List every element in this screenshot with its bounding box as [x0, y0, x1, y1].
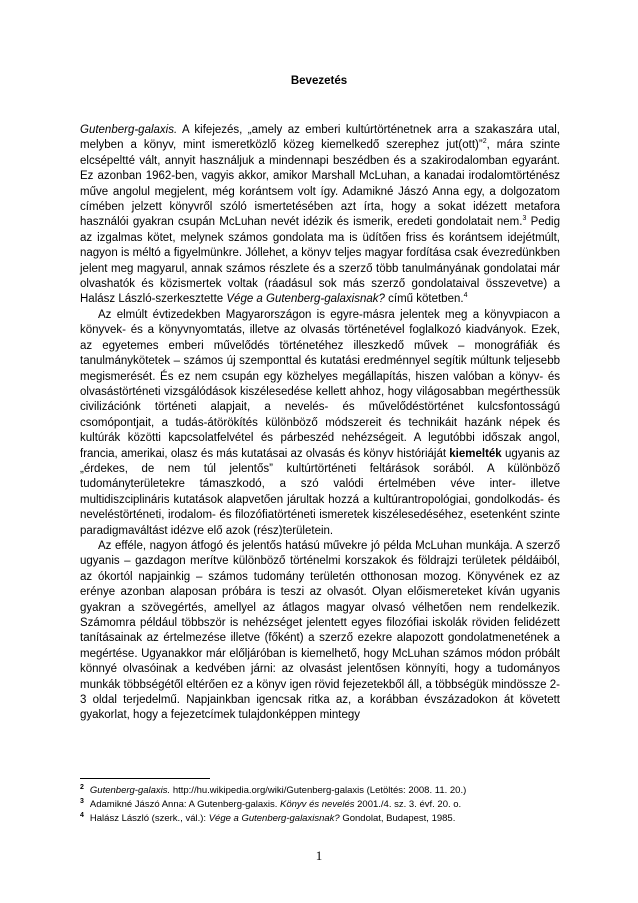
paragraph-1: Gutenberg-galaxis. A kifejezés, „amely az emberi kultúrtörténetnek arra a szakaszára utal, melyben a könyv, mint ismeretközlő közeg kiemelkedő szerephez jut(ott)”$^2$, mára szinte elcsépeltté vált, annyit használjuk a mindennapi beszédben és a szakirodalomban egyaránt. Ez azonban 1962-ben, vagyis akkor, amikor Marshall McLuhan, a kanadai irodalomtörténész műve angolul megjelent, még korántsem volt így. Adamikné Jászó Anna egy, a dolgozatom címében jelzett könyvről szóló ismertetésében azt írta, hogy a sokat idézett metafora használói gyakran csupán McLuhan nevét idézik és ismerik, eredeti gondolatait nem.$^3$ Pedig az izgalmas kötet, melynek számos gondolata ma is üdítően friss és korántsem idejétmúlt, nagyon is méltó a figyelmünkre. Jóllehet, a könyv teljes magyar fordítása csak évezredünkben jelent meg magyarul, annak számos részlete és a szerző több tanulmányának gondolatai már olvashatók és közismertek voltak (ráadásul sok más szerző gondolataival összevetve) a Halász László-szerkesztette Vége a Gutenberg-galaxisnak? című kötetben.$^4$	[80, 124, 561, 306]
footnote-2: $^2$ Gutenberg-galaxis. http://hu.wikipedia.org/wiki/Gutenberg-galaxis (Letöltés: 2008. 11. 20.)	[80, 783, 467, 796]
footnote-ref-4[interactable]: 4	[463, 292, 468, 300]
paragraph-3: Az efféle, nagyon átfogó és jelentős hatású művekre jó példa McLuhan munkája. A szerző ugyanis – gazdagon merítve különböző történelmi korszakok és földrajzi területek példáiból, az ókortól napjainkig – számos tudomány területén otthonosan mozog. Könyvének ez az erénye azonban alaposan próbára is teszi az olvasót. Olyan előismereteket kíván ugyanis gyakran a szövegértés, amellyel az átlagos magyar olvasó vélhetően nem rendelkezik. Számomra például többször is nehézséget jelentett egyes filozófiai iskolák röviden felidézett tanításainak az értelmezése illetve (főként) a szerző ezekre alapozott gondolatmenetének a megértése. Ugyanakkor már előljáróban is kiemelhető, hogy McLuhan számos módon próbált könnyé olvasóinak a kedvében járni: az olvasást jelentősen könnyíti, hogy a tudományos munkák többségétől eltérően ez a könyv igen rövid fejezetekből áll, a többségük mindössze 2-3 oldal terjedelmű. Napjainkban igencsak ritka az, a korábban évszázadokon át követett gyakorlat, hogy a fejezetcímek tulajdonképpen mintegy	[80, 539, 560, 722]
footnote-4: $^4$ Halász László (szerk., vál.): Vége a Gutenberg-galaxisnak? Gondolat, Budapest, 1985.	[80, 811, 456, 824]
paragraph-2: Az elmúlt évtizedekben Magyarországon is egyre-másra jelentek meg a könyvpiacon a könyvek- és a könyvnyomtatás, illetve az olvasás történetével foglalkozó kiadványok. Ezek, az egyetemes emberi művelődés történetéhez illeszkedő művek – monográfiák és tanulmánykötetek – számos új szemponttal és kutatási eredménnyel segítik múltunk teljesebb megismerését. És ez nem csupán egy közhelyes megállapítás, hiszen valóban a könyv- és olvasástörténeti vizsgálódások kiszélesedése kellett ahhoz, hogy világosabban megérthessük civilizációnk történeti alapjait, a nevelés- és művelődéstörténet kulcsfontosságú csomópontjait, a tudás-átörökítés különböző módszereit és technikáit hazánk népek és kultúrák közötti kapcsolatfelvétel és párbeszéd nehézségeit. A legutóbbi időszak angol, francia, amerikai, olasz és más kutatásai az olvasás és könyv históriáját kiemelték ugyanis az „érdekes, de nem túl jelentős” kultúrtörténeti feltárások sorából. A különböző tudományterületekre támaszkodó, a szó valódi értelmében véve inter- illetve multidiszciplináris kutatások alapvetően járultak hozzá a kultúrantropológiai, gondolkodás- és neveléstörténeti, irodalom- és filozófiatörténeti ismeretek kiszélesedéséhez, esetenként szinte paradigmaváltást idézve elő azok (rész)területein.	[80, 308, 560, 537]
footnote-ref-3[interactable]: 3	[522, 215, 527, 223]
page-title: Bevezetés	[290, 75, 348, 87]
footnote-3: $^3$ Adamikné Jászó Anna: A Gutenberg-galaxis. Könyv és nevelés 2001./4. sz. 3. évf. 20. o.	[80, 797, 462, 810]
page-number: 1	[315, 848, 323, 863]
book-title-italic: Vége a Gutenberg-galaxisnak?	[226, 293, 385, 306]
body-text	[80, 123, 560, 724]
term-italic: Gutenberg-galaxis.	[80, 124, 178, 136]
footnote-ref-2[interactable]: 2	[482, 138, 487, 146]
footnote-separator	[80, 778, 210, 779]
footnotes	[80, 784, 560, 826]
bold-word: kiemelték	[449, 447, 502, 460]
